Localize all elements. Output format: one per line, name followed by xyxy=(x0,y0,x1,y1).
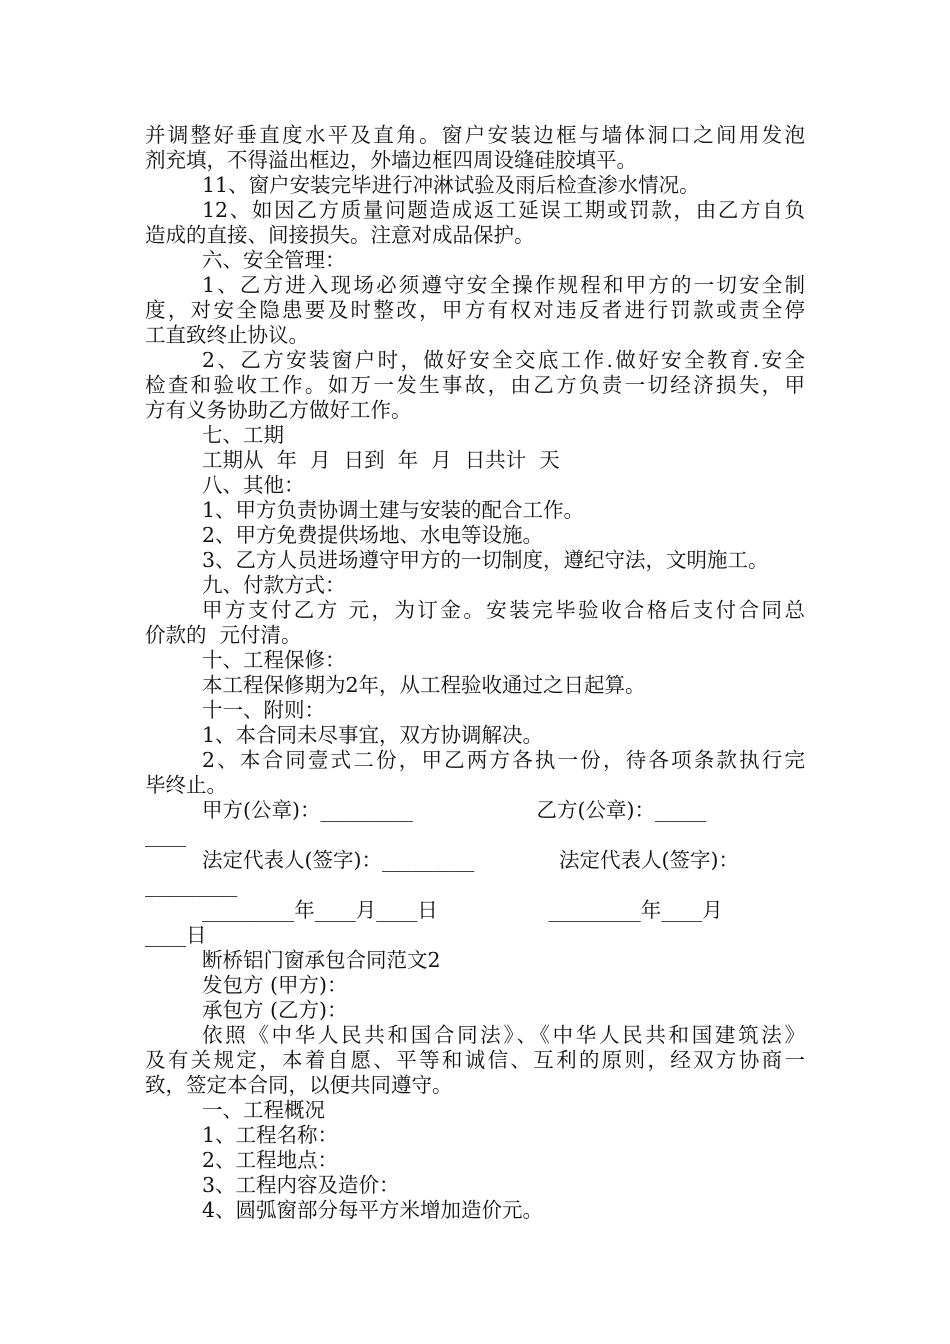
text-line: 本工程保修期为2年，从工程验收通过之日起算。 xyxy=(202,673,646,697)
text-line: 造成的直接、间接损失。注意对成品保护。 xyxy=(145,223,535,247)
section-heading: 七、工期 xyxy=(202,423,284,447)
section-heading: 八、其他： xyxy=(202,473,305,497)
text-line: 剂充填，不得溢出框边，外墙边框四周设缝硅胶填平。 xyxy=(145,148,637,172)
text-line: 方有义务协助乙方做好工作。 xyxy=(145,398,412,422)
document-subtitle: 断桥铝门窗承包合同范文2 xyxy=(202,948,441,972)
signature-line-representative: 法定代表人(签字)：_________ 法定代表人(签字)： xyxy=(202,848,739,872)
text-line: 1、本合同未尽事宜，双方协调解决。 xyxy=(202,723,544,747)
text-line: 并调整好垂直度水平及直角。窗户安装边框与墙体洞口之间用发泡 xyxy=(145,123,805,147)
section-heading: 九、付款方式： xyxy=(202,573,346,597)
text-line: 工直致终止协议。 xyxy=(145,323,309,347)
signature-line-continuation: _________ xyxy=(145,873,238,897)
text-line: 工期从 年 月 日到 年 月 日共计 天 xyxy=(202,448,560,472)
text-line: 甲方支付乙方 元，为订金。安装完毕验收合格后支付合同总 xyxy=(202,598,805,622)
party-line: 承包方 (乙方)： xyxy=(202,998,348,1022)
section-heading: 一、工程概况 xyxy=(202,1098,325,1122)
section-heading: 六、安全管理： xyxy=(202,248,346,272)
text-line: 毕终止。 xyxy=(145,773,227,797)
text-line: 3、乙方人员进场遵守甲方的一切制度，遵纪守法，文明施工。 xyxy=(202,548,769,572)
date-line-continuation: ____日 xyxy=(145,923,207,947)
text-line: 3、工程内容及造价： xyxy=(202,1173,400,1197)
signature-line-party-a: 甲方(公章)：_________ 乙方(公章)：_____ xyxy=(202,798,707,822)
text-line: 2、本合同壹式二份，甲乙两方各执一份，待各项条款执行完 xyxy=(202,748,805,772)
text-line: 度，对安全隐患要及时整改，甲方有权对违反者进行罚款或责全停 xyxy=(145,298,805,322)
section-heading: 十一、附则： xyxy=(202,698,325,722)
date-line: _________年____月____日 _________年____月 xyxy=(202,898,723,922)
text-line: 4、圆弧窗部分每平方米增加造价元。 xyxy=(202,1198,544,1222)
text-line: 致，签定本合同，以便共同遵守。 xyxy=(145,1073,453,1097)
text-line: 2、甲方免费提供场地、水电等设施。 xyxy=(202,523,544,547)
text-line: 11、窗户安装完毕进行冲淋试验及雨后检查渗水情况。 xyxy=(202,173,700,197)
text-line: 1、乙方进入现场必须遵守安全操作规程和甲方的一切安全制 xyxy=(202,273,805,297)
text-line: 依照《中华人民共和国合同法》、《中华人民共和国建筑法》 xyxy=(202,1023,805,1047)
text-line: 价款的 元付清。 xyxy=(145,623,302,647)
section-heading: 十、工程保修： xyxy=(202,648,346,672)
signature-line-continuation: ____ xyxy=(145,823,186,847)
text-line: 检查和验收工作。如万一发生事故，由乙方负责一切经济损失，甲 xyxy=(145,373,805,397)
text-line: 1、甲方负责协调土建与安装的配合工作。 xyxy=(202,498,585,522)
text-line: 2、乙方安装窗户时，做好安全交底工作.做好安全教育.安全 xyxy=(202,348,805,372)
text-line: 12、如因乙方质量问题造成返工延误工期或罚款，由乙方自负 xyxy=(202,198,805,222)
party-line: 发包方 (甲方)： xyxy=(202,973,348,997)
text-line: 及有关规定，本着自愿、平等和诚信、互利的原则，经双方协商一 xyxy=(145,1048,805,1072)
text-line: 2、工程地点： xyxy=(202,1148,339,1172)
text-line: 1、工程名称： xyxy=(202,1123,339,1147)
